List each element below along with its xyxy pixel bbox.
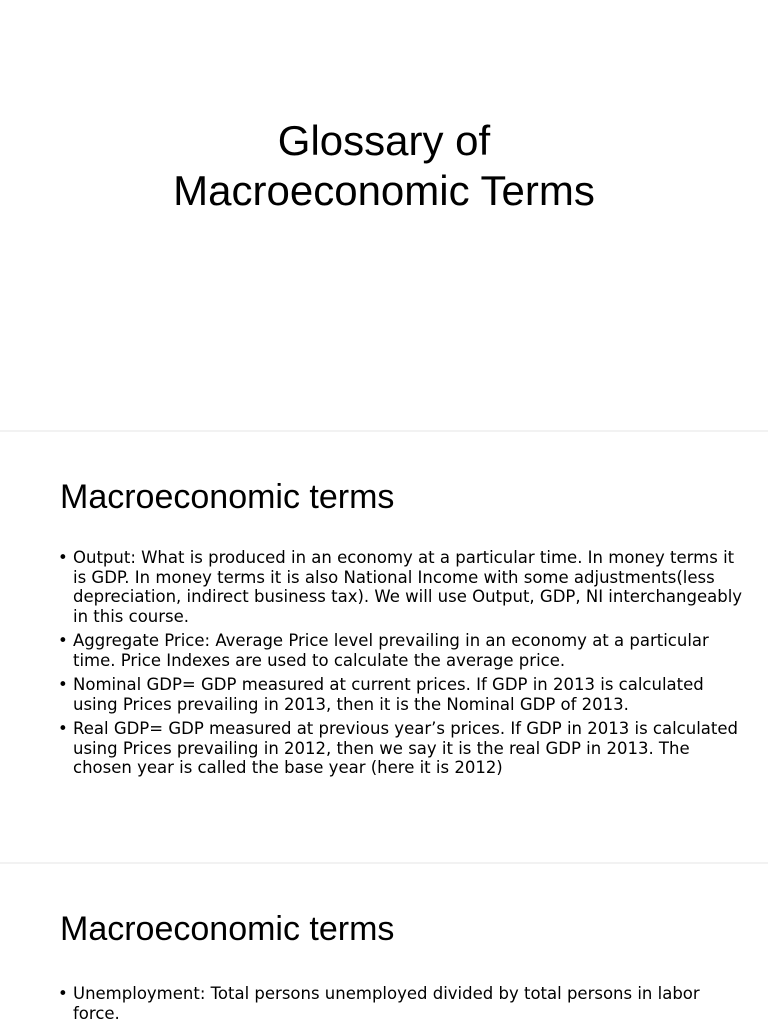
bullet-text-output: Output: What is produced in an economy at a particular time. In money terms it is GDP. In money terms it is also National Income with some adjustments(less depreciation, indirect business tax). We will use Output, GDP, NI interchangeably in this course. bbox=[73, 548, 743, 626]
list-item bbox=[58, 548, 748, 626]
list-item bbox=[58, 675, 748, 714]
definitions-slide-1 bbox=[0, 432, 768, 862]
list-item bbox=[58, 719, 748, 778]
bullet-icon: • bbox=[58, 631, 68, 650]
title-line-2: Macroeconomic Terms bbox=[173, 167, 595, 214]
bullet-text-unemployment: Unemployment: Total persons unemployed divided by total persons in labor force. bbox=[73, 984, 700, 1023]
list-item bbox=[58, 631, 748, 670]
bullet-text-nominal-gdp: Nominal GDP= GDP measured at current prices. If GDP in 2013 is calculated using Prices prevailing in 2013, then it is the Nominal GDP of 2013. bbox=[73, 675, 704, 714]
bullet-list bbox=[58, 984, 708, 1024]
section-heading: Macroeconomic terms bbox=[60, 910, 395, 948]
title-line-1: Glossary of bbox=[277, 117, 491, 164]
title-slide bbox=[0, 0, 768, 430]
bullet-text-real-gdp: Real GDP= GDP measured at previous year’s prices. If GDP in 2013 is calculated using Prices prevailing in 2012, then we say it is the real GDP in 2013. The chosen year is called the base year (here it is 2012) bbox=[73, 719, 738, 777]
document-title bbox=[0, 116, 768, 216]
list-item bbox=[58, 984, 708, 1023]
bullet-icon: • bbox=[58, 719, 68, 738]
bullet-icon: • bbox=[58, 675, 68, 694]
section-heading: Macroeconomic terms bbox=[60, 478, 395, 516]
bullet-icon: • bbox=[58, 548, 68, 567]
bullet-text-aggregate-price: Aggregate Price: Average Price level prevailing in an economy at a particular time. Price Indexes are used to calculate the average price. bbox=[73, 631, 709, 670]
definitions-slide-2 bbox=[0, 864, 768, 1024]
bullet-list bbox=[58, 548, 748, 783]
bullet-icon: • bbox=[58, 984, 68, 1003]
